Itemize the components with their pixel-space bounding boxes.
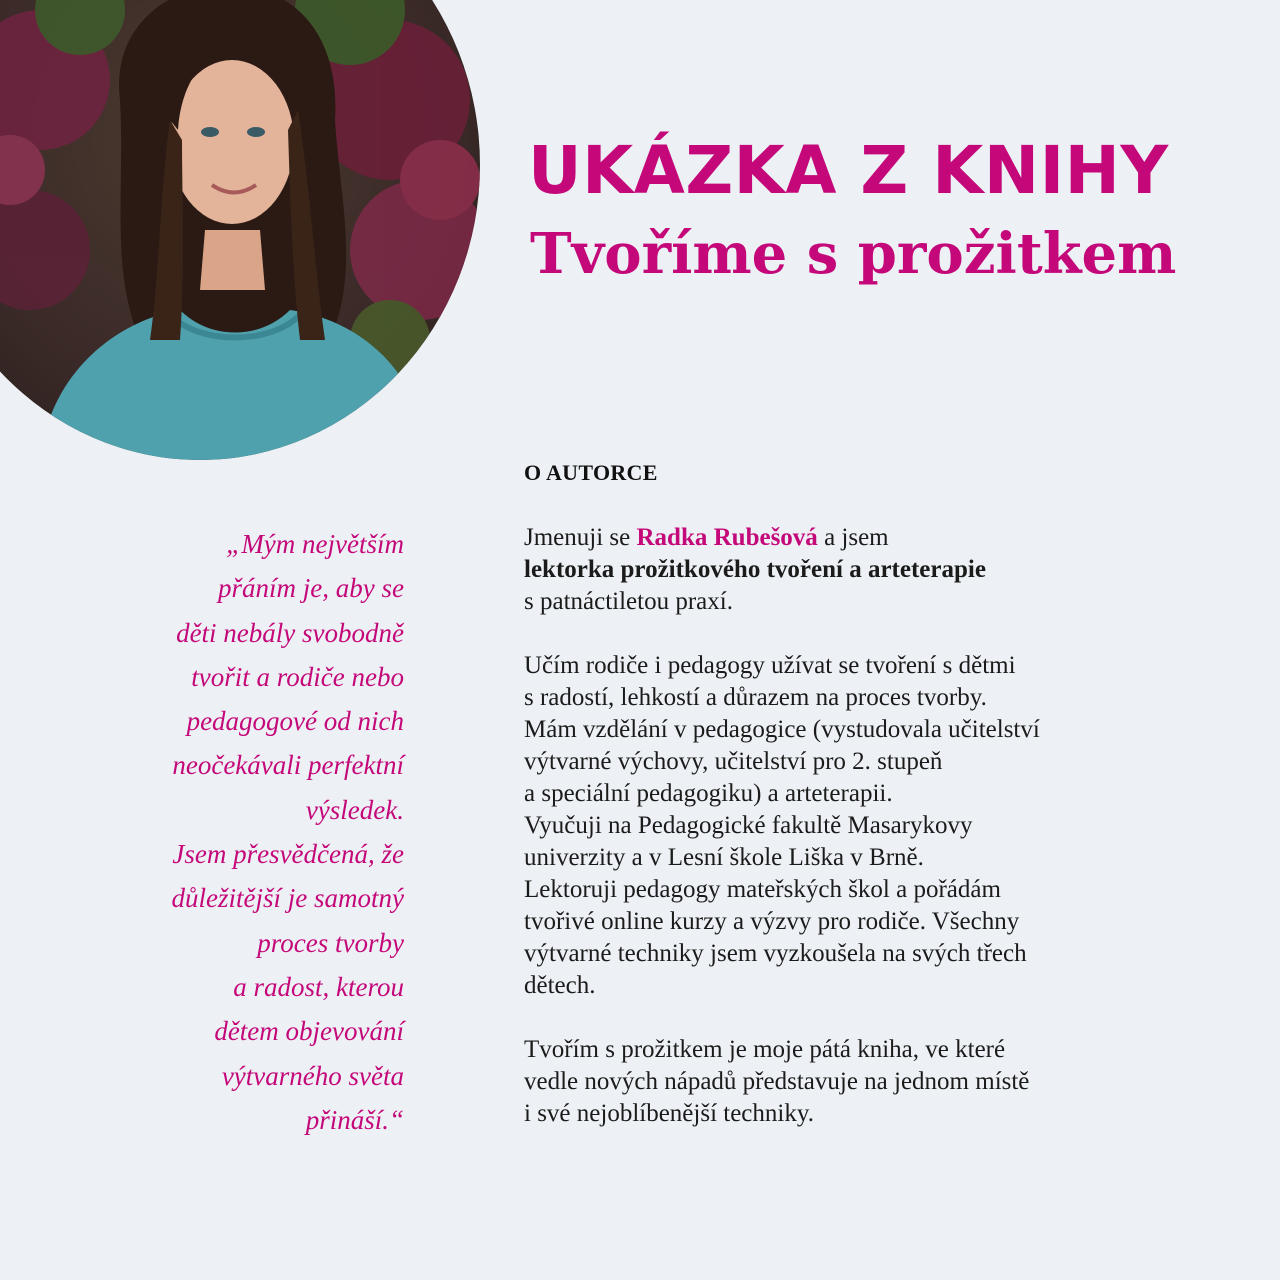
about-author-heading: O AUTORCE <box>524 460 658 485</box>
quote-line: důležitější je samotný <box>171 883 404 914</box>
page-title: UKÁZKA Z KNIHY <box>528 132 1169 209</box>
bio-line: výtvarné techniky jsem vyzkoušela na svých třech <box>524 940 1027 967</box>
quote-line: děti nebály svobodně <box>176 617 404 648</box>
bio-paragraph-2 <box>524 650 1144 1002</box>
bio-line: Lektoruji pedagogy mateřských škol a pořádám <box>524 876 1001 903</box>
quote-line: výsledek. <box>305 794 404 825</box>
author-role: lektorka prožitkového tvoření a arteterapie <box>524 556 986 583</box>
quote-line: Jsem přesvědčená, že <box>172 839 404 870</box>
bio-line: Vyučuji na Pedagogické fakultě Masarykovy <box>524 812 973 839</box>
bio-intro-paragraph <box>524 522 1144 618</box>
author-quote <box>64 522 404 1142</box>
quote-line: „Mým největším <box>226 529 404 559</box>
bio-line: tvořivé online kurzy a výzvy pro rodiče. Všechny <box>524 908 1020 935</box>
quote-line: pedagogové od nich <box>186 706 404 737</box>
bio-line: výtvarné výchovy, učitelství pro 2. stupeň <box>524 748 943 775</box>
bio-intro-line <box>524 522 1144 554</box>
bio-intro-suffix: a jsem <box>817 524 889 551</box>
bio-line: Učím rodiče i pedagogy užívat se tvoření s dětmi <box>524 652 1016 679</box>
quote-line: a radost, kterou <box>233 971 404 1002</box>
author-portrait-illustration <box>0 0 480 460</box>
quote-line: tvořit a rodiče nebo <box>191 661 404 692</box>
author-experience: s patnáctiletou praxí. <box>524 588 733 615</box>
quote-line: přáním je, aby se <box>218 573 404 604</box>
quote-line: neočekávali perfektní <box>172 750 404 781</box>
bio-line: s radostí, lehkostí a důrazem na proces tvorby. <box>524 684 987 711</box>
quote-line: dětem objevování <box>214 1016 404 1047</box>
bio-line: dětech. <box>524 972 596 999</box>
book-title: Tvoříme s prožitkem <box>530 221 1177 287</box>
bio-line: i své nejoblíbenější techniky. <box>524 1100 814 1127</box>
bio-line: vedle nových nápadů představuje na jednom místě <box>524 1068 1030 1095</box>
author-bio <box>524 522 1144 1162</box>
quote-line: výtvarného světa <box>221 1060 404 1091</box>
bio-paragraph-3 <box>524 1034 1144 1130</box>
bio-line: univerzity a v Lesní škole Liška v Brně. <box>524 844 924 871</box>
bio-line: a speciální pedagogiku) a arteterapii. <box>524 780 893 807</box>
author-name: Radka Rubešová <box>636 524 818 551</box>
quote-line: proces tvorby <box>257 927 404 958</box>
bio-line: Tvořím s prožitkem je moje pátá kniha, ve které <box>524 1036 1006 1063</box>
author-photo <box>0 0 480 460</box>
bio-intro-prefix: Jmenuji se <box>524 524 637 551</box>
quote-line: přináší.“ <box>305 1104 404 1135</box>
bio-line: Mám vzdělání v pedagogice (vystudovala učitelství <box>524 716 1040 743</box>
